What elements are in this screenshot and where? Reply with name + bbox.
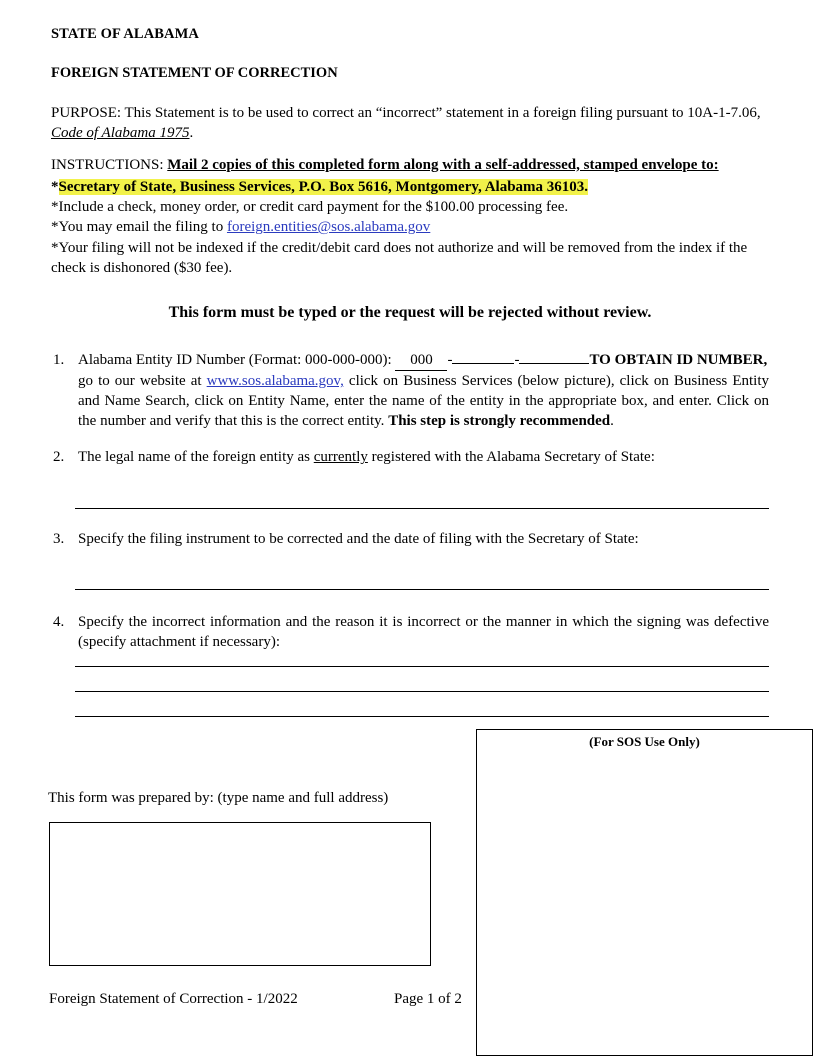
entity-id-segment-2[interactable] xyxy=(452,363,514,364)
entity-id-dash-2: - xyxy=(514,352,520,369)
item-2-text-underline: currently xyxy=(313,449,368,466)
form-item-2 xyxy=(51,447,769,467)
instructions-address-line xyxy=(51,177,769,197)
item-3-number: 3. xyxy=(53,530,65,547)
purpose-text: This Statement is to be used to correct an “incorrect” statement in a foreign filing pursuant to 10A-1-7.06, xyxy=(121,105,761,121)
form-item-1 xyxy=(51,350,769,431)
entity-id-segment-3[interactable] xyxy=(519,363,589,364)
item-1-body-bold: This step is strongly recommended xyxy=(388,413,611,430)
address-star: * xyxy=(51,178,59,195)
purpose-citation: Code of Alabama 1975 xyxy=(51,124,190,141)
item-4-text: Specify the incorrect information and the reason it is incorrect or the manner in which the signing was defective (specify attachment if necessary): xyxy=(78,613,769,650)
item-1-body-end: . xyxy=(610,413,614,430)
item-4-answer-line-2[interactable] xyxy=(75,691,769,692)
item-3-text: Specify the filing instrument to be corrected and the date of filing with the Secretary of State: xyxy=(78,530,639,547)
form-item-3 xyxy=(51,529,769,549)
document-content xyxy=(51,26,769,741)
sos-use-only-label: (For SOS Use Only) xyxy=(589,734,700,749)
email-link[interactable]: foreign.entities@sos.alabama.gov xyxy=(226,219,431,236)
sos-website-link[interactable]: www.sos.alabama.gov, xyxy=(206,373,344,390)
typed-form-notice: This form must be typed or the request will be rejected without review. xyxy=(168,304,652,322)
purpose-paragraph xyxy=(51,104,769,144)
page-title: STATE OF ALABAMA xyxy=(51,26,199,42)
obtain-id-text: TO OBTAIN ID NUMBER, xyxy=(589,352,768,369)
purpose-label: PURPOSE: xyxy=(51,105,122,121)
mailing-address: Secretary of State, Business Services, P.O. Box 5616, Montgomery, Alabama 36103. xyxy=(58,178,589,195)
entity-id-dash-1: - xyxy=(447,352,453,369)
instructions-email-line xyxy=(51,217,769,237)
instructions-fee-line: *Include a check, money order, or credit card payment for the $100.00 processing fee. xyxy=(51,199,569,216)
footer-page-number: Page 1 of 2 xyxy=(394,991,462,1007)
item-1-number: 1. xyxy=(53,352,65,369)
instructions-label: INSTRUCTIONS: xyxy=(51,156,168,173)
email-lead-text: *You may email the filing to xyxy=(51,219,227,236)
form-item-4 xyxy=(51,612,769,652)
prepared-by-box[interactable] xyxy=(49,822,431,966)
item-2-spacer xyxy=(51,478,769,508)
item-3-spacer xyxy=(51,559,769,589)
form-title: FOREIGN STATEMENT OF CORRECTION xyxy=(51,65,338,81)
item-4-number: 4. xyxy=(53,613,65,630)
item-1-body-mid: click on Business Services (below picture), click on Business Entity and Name Search, click on Entity Name, enter the name of the entity in the appropriate box, and enter. Click on the number and verify that this is the correct entity. xyxy=(78,373,769,430)
item-1-lead: Alabama Entity ID Number (Format: 000-000-000): xyxy=(78,352,396,369)
sos-use-only-box xyxy=(476,729,813,1056)
item-4-answer-lines xyxy=(51,666,769,717)
instructions-index-line: *Your filing will not be indexed if the credit/debit card does not authorize and will be removed from the index if the check is dishonored ($30 fee). xyxy=(51,239,748,276)
item-2-number: 2. xyxy=(53,449,65,466)
item-4-answer-line-1[interactable] xyxy=(75,666,769,667)
instructions-mail-line: Mail 2 copies of this completed form along with a self-addressed, stamped envelope to: xyxy=(167,156,719,173)
prepared-by-label: This form was prepared by: (type name and full address) xyxy=(48,790,389,806)
purpose-period: . xyxy=(189,124,194,141)
item-1-body-pre: go to our website at xyxy=(78,373,207,390)
item-2-answer-line[interactable] xyxy=(75,508,769,509)
footer-form-name: Foreign Statement of Correction - 1/2022 xyxy=(49,991,298,1007)
entity-id-prefix[interactable]: 000 xyxy=(395,350,447,371)
item-3-answer-line[interactable] xyxy=(75,589,769,590)
item-4-answer-line-3[interactable] xyxy=(75,716,769,717)
item-2-text-post: registered with the Alabama Secretary of State: xyxy=(367,449,655,466)
instructions-line xyxy=(51,156,769,176)
item-2-text-pre: The legal name of the foreign entity as xyxy=(78,449,314,466)
form-items-list xyxy=(51,350,769,717)
